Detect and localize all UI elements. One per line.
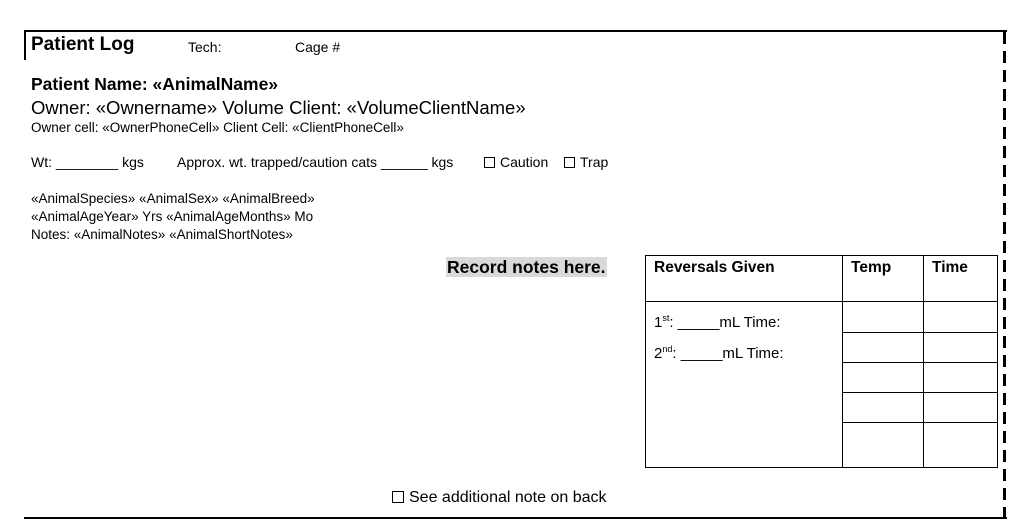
first-rest: : _____mL Time: xyxy=(669,314,781,331)
wt-label: Wt: xyxy=(31,154,52,170)
time-cell[interactable] xyxy=(924,333,998,363)
trap-checkbox[interactable] xyxy=(564,157,575,168)
cage-label: Cage # xyxy=(295,39,341,55)
page-title: Patient Log xyxy=(31,34,135,55)
tech-label: Tech: xyxy=(188,39,222,55)
temp-cell[interactable] xyxy=(843,423,924,468)
record-notes-text: Record notes here. xyxy=(447,257,606,277)
temp-cell[interactable] xyxy=(843,393,924,423)
time-cell[interactable] xyxy=(924,363,998,393)
reversals-table xyxy=(645,255,998,468)
age-line: «AnimalAgeYear» Yrs «AnimalAgeMonths» Mo xyxy=(31,209,314,224)
record-notes-heading xyxy=(446,257,607,278)
left-border xyxy=(24,30,26,60)
temp-cell[interactable] xyxy=(843,333,924,363)
approx-label: Approx. wt. trapped/caution cats xyxy=(177,154,377,170)
cut-line-right xyxy=(1003,32,1006,522)
wt-unit: kgs xyxy=(122,154,144,170)
temp-cell[interactable] xyxy=(843,302,924,333)
first-prefix: 1 xyxy=(654,314,663,331)
temp-cell[interactable] xyxy=(843,363,924,393)
trap-label: Trap xyxy=(580,154,609,170)
approx-blank: ______ xyxy=(380,154,428,170)
additional-note-option xyxy=(392,489,606,507)
approx-weight-row xyxy=(177,154,453,170)
time-cell[interactable] xyxy=(924,393,998,423)
species-line: «AnimalSpecies» «AnimalSex» «AnimalBreed» xyxy=(31,191,315,206)
first-reversal xyxy=(654,308,842,339)
temp-header: Temp xyxy=(843,256,924,302)
second-sup: nd xyxy=(662,344,673,354)
owner-line: Owner: «Ownername» Volume Client: «VolumeClientName» xyxy=(31,97,526,118)
caution-checkbox[interactable] xyxy=(484,157,495,168)
bottom-border xyxy=(24,517,1007,519)
reversals-entries xyxy=(646,302,843,468)
time-cell[interactable] xyxy=(924,302,998,333)
trap-option xyxy=(564,154,608,170)
time-cell[interactable] xyxy=(924,423,998,468)
wt-blank: ________ xyxy=(55,154,119,170)
weight-row xyxy=(31,154,144,170)
reversals-header: Reversals Given xyxy=(646,256,843,302)
second-reversal xyxy=(654,339,842,370)
top-border xyxy=(24,30,1007,32)
first-sup: st xyxy=(662,313,670,323)
cell-line: Owner cell: «OwnerPhoneCell» Client Cell: «ClientPhoneCell» xyxy=(31,120,404,135)
approx-unit: kgs xyxy=(431,154,454,170)
patient-name: Patient Name: «AnimalName» xyxy=(31,74,279,94)
notes-line: Notes: «AnimalNotes» «AnimalShortNotes» xyxy=(31,227,293,242)
caution-label: Caution xyxy=(500,154,549,170)
caution-option xyxy=(484,154,548,170)
additional-note-checkbox[interactable] xyxy=(392,491,404,503)
additional-note-label: See additional note on back xyxy=(409,489,607,506)
second-prefix: 2 xyxy=(654,345,663,362)
second-rest: : _____mL Time: xyxy=(672,345,784,362)
time-header: Time xyxy=(924,256,998,302)
